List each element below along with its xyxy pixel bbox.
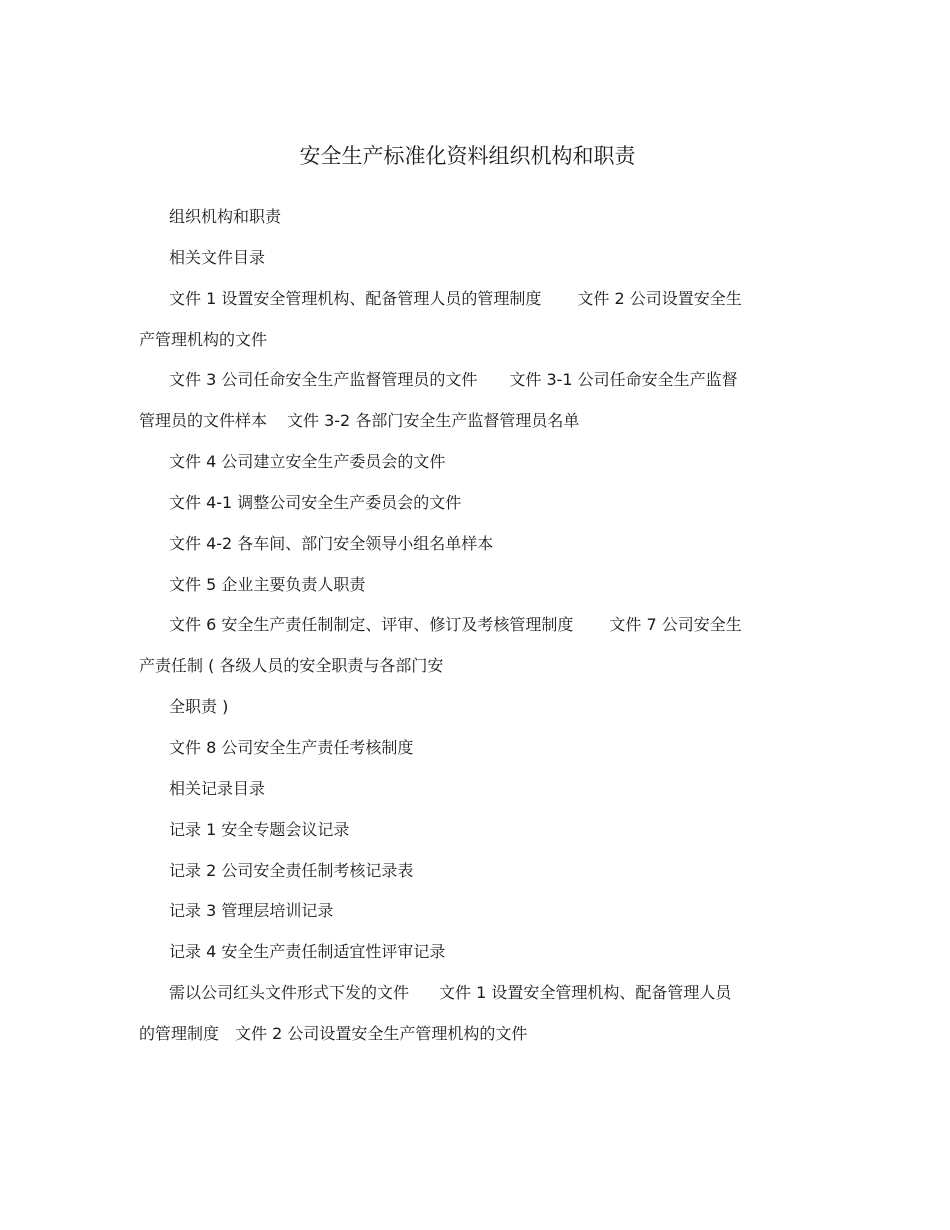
text-line: 文件 3 公司任命安全生产监督管理员的文件 文件 3-1 公司任命安全生产监督	[169, 370, 738, 389]
text-line: 全职责 )	[169, 697, 229, 716]
text-line: 相关记录目录	[169, 779, 266, 798]
text-line: 记录 4 安全生产责任制适宜性评审记录	[169, 942, 446, 961]
text-line: 管理员的文件样本 文件 3-2 各部门安全生产监督管理员名单	[139, 411, 580, 430]
text-line: 文件 4 公司建立安全生产委员会的文件	[169, 452, 446, 471]
text-line: 文件 4-2 各车间、部门安全领导小组名单样本	[169, 534, 494, 553]
text-line: 的管理制度 文件 2 公司设置安全生产管理机构的文件	[139, 1024, 528, 1043]
text-line: 组织机构和职责	[169, 207, 282, 226]
text-line: 文件 1 设置安全管理机构、配备管理人员的管理制度 文件 2 公司设置安全生	[169, 289, 742, 308]
text-line: 文件 6 安全生产责任制制定、评审、修订及考核管理制度 文件 7 公司安全生	[169, 615, 742, 634]
text-line: 相关文件目录	[169, 248, 266, 267]
text-line: 文件 4-1 调整公司安全生产委员会的文件	[169, 493, 462, 512]
text-line: 记录 1 安全专题会议记录	[169, 820, 350, 839]
text-line: 文件 8 公司安全生产责任考核制度	[169, 738, 414, 757]
text-line: 产责任制 ( 各级人员的安全职责与各部门安	[139, 656, 444, 675]
document-title: 安全生产标准化资料组织机构和职责	[299, 144, 636, 168]
text-line: 产管理机构的文件	[139, 330, 268, 349]
text-line: 记录 2 公司安全责任制考核记录表	[169, 861, 414, 880]
text-line: 需以公司红头文件形式下发的文件 文件 1 设置安全管理机构、配备管理人员	[169, 983, 732, 1002]
text-line: 文件 5 企业主要负责人职责	[169, 575, 366, 594]
text-line: 记录 3 管理层培训记录	[169, 901, 334, 920]
